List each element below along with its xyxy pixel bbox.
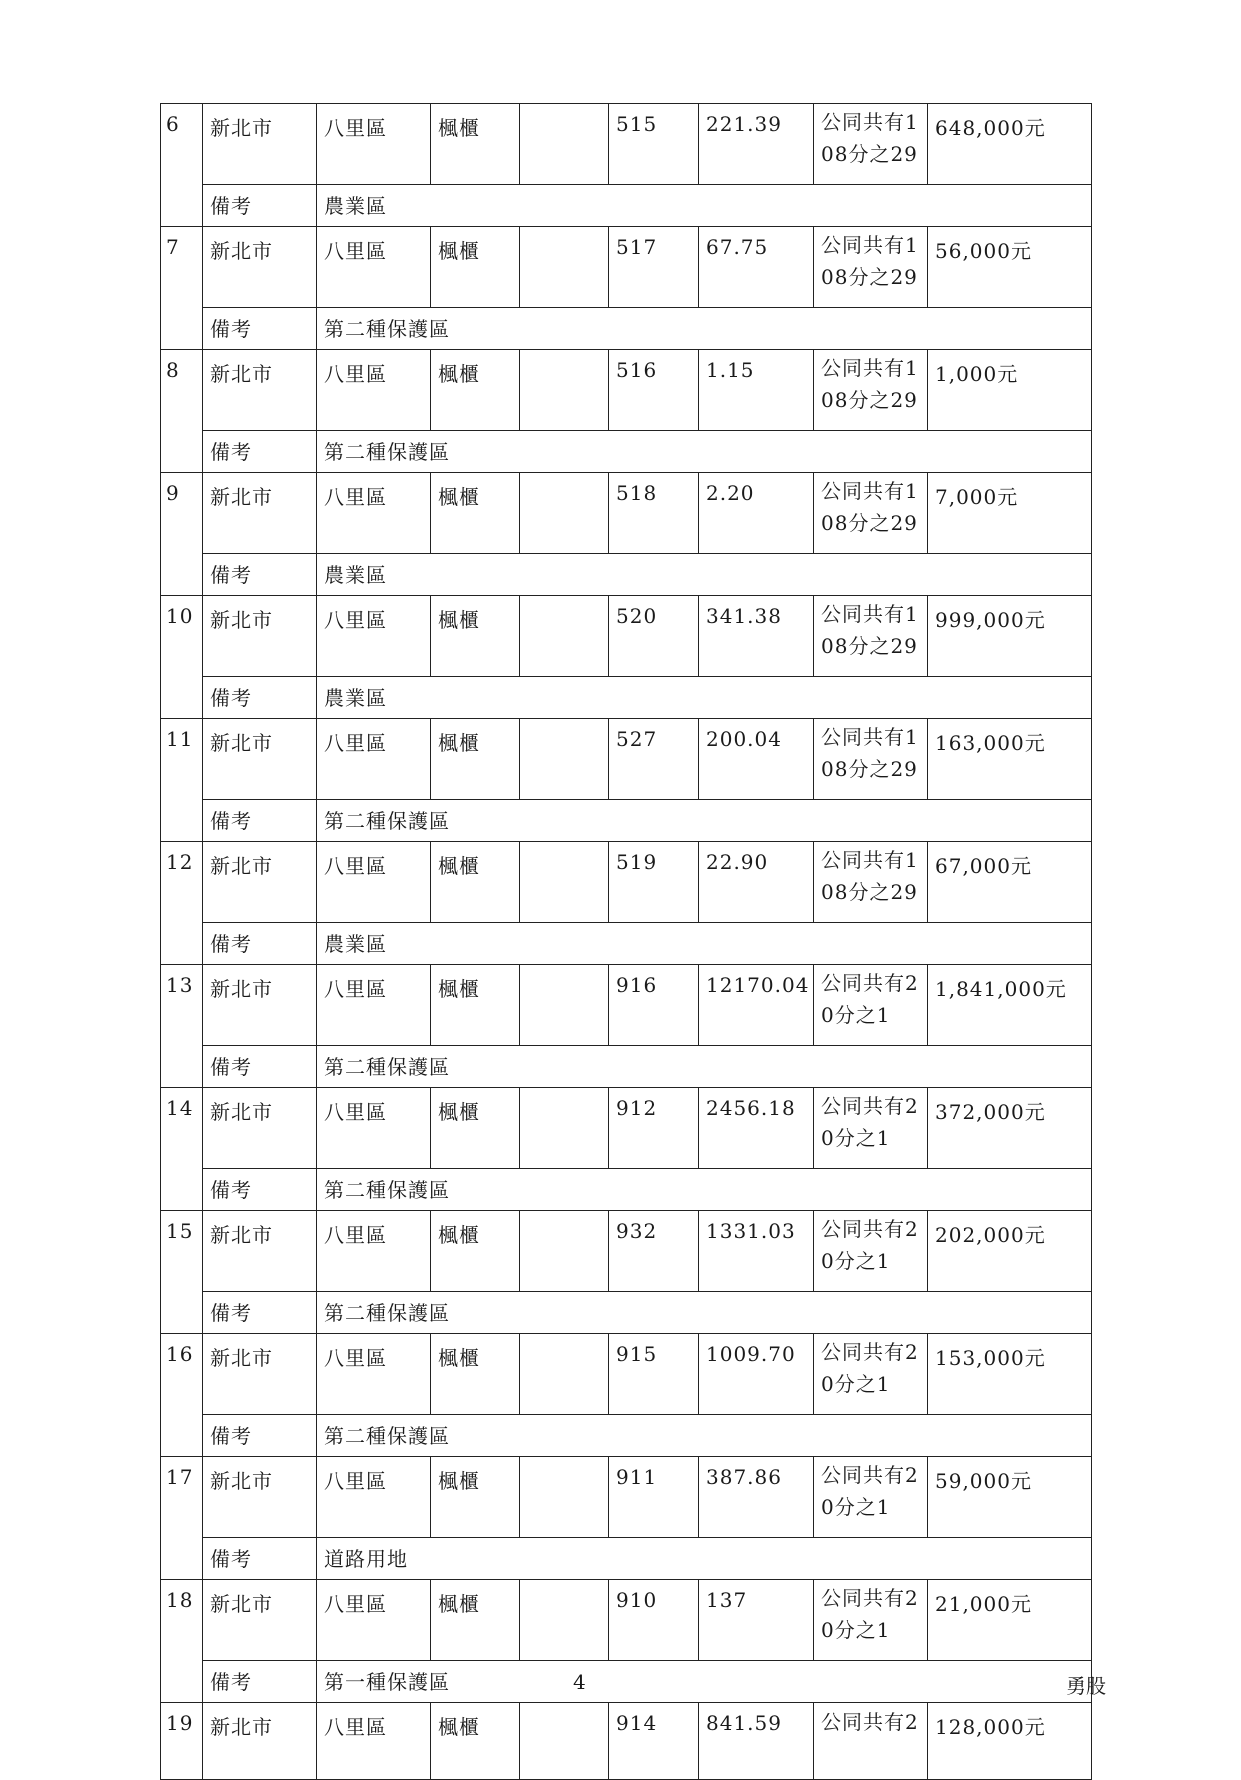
ownership-share-cell [814,719,928,800]
section-cell: 楓櫃 [431,1211,520,1292]
remark-label: 備考 [203,1046,317,1088]
ownership-share-line1: 公同共有2 [821,1217,919,1241]
lot-number-cell: 516 [609,350,699,431]
ownership-share-line2: 0分之1 [821,1003,891,1027]
district-cell: 八里區 [317,350,431,431]
section-cell: 楓櫃 [431,104,520,185]
section-cell: 楓櫃 [431,1703,520,1780]
section-cell: 楓櫃 [431,1088,520,1169]
area-cell: 1331.03 [699,1211,814,1292]
lot-number-cell: 912 [609,1088,699,1169]
remark-label: 備考 [203,185,317,227]
area-cell: 1009.70 [699,1334,814,1415]
ownership-share-line2: 08分之29 [821,880,918,904]
table-row [161,1088,1092,1169]
remark-label: 備考 [203,1169,317,1211]
lot-number-cell: 527 [609,719,699,800]
price-cell: 153,000元 [928,1334,1092,1415]
price-cell: 163,000元 [928,719,1092,800]
section-cell: 楓櫃 [431,842,520,923]
remark-row [161,554,1092,596]
city-cell: 新北市 [203,596,317,677]
ownership-share-line2: 0分之1 [821,1126,891,1150]
remark-value: 第二種保護區 [317,308,1092,350]
area-cell: 67.75 [699,227,814,308]
ownership-share-line2: 08分之29 [821,265,918,289]
row-number: 15 [161,1211,203,1334]
subsection-cell [520,1703,609,1780]
city-cell: 新北市 [203,719,317,800]
city-cell: 新北市 [203,473,317,554]
remark-value: 道路用地 [317,1538,1092,1580]
ownership-share-cell [814,350,928,431]
lot-number-cell: 914 [609,1703,699,1780]
row-number: 9 [161,473,203,596]
ownership-share-line1: 公同共有1 [821,479,919,503]
ownership-share-line2: 08分之29 [821,142,918,166]
ownership-share-line1: 公同共有1 [821,725,919,749]
district-cell: 八里區 [317,1088,431,1169]
row-number: 17 [161,1457,203,1580]
table-row [161,104,1092,185]
lot-number-cell: 932 [609,1211,699,1292]
lot-number-cell: 515 [609,104,699,185]
subsection-cell [520,473,609,554]
remark-row [161,1415,1092,1457]
ownership-share-line2: 0分之1 [821,1372,891,1396]
ownership-share-cell [814,1211,928,1292]
remark-value: 第二種保護區 [317,1292,1092,1334]
ownership-share-cell [814,227,928,308]
ownership-share-line1: 公同共有2 [821,1094,919,1118]
remark-row [161,1046,1092,1088]
ownership-share-line2: 08分之29 [821,634,918,658]
section-cell: 楓櫃 [431,350,520,431]
remark-row [161,1169,1092,1211]
ownership-share-line2: 0分之1 [821,1618,891,1642]
price-cell: 7,000元 [928,473,1092,554]
district-cell: 八里區 [317,104,431,185]
price-cell: 372,000元 [928,1088,1092,1169]
ownership-share-cell [814,1703,928,1780]
ownership-share-cell [814,1457,928,1538]
area-cell: 221.39 [699,104,814,185]
remark-row [161,431,1092,473]
district-cell: 八里區 [317,1457,431,1538]
subsection-cell [520,350,609,431]
ownership-share-line2: 08分之29 [821,388,918,412]
remark-value: 農業區 [317,554,1092,596]
ownership-share-line1: 公同共有1 [821,233,919,257]
city-cell: 新北市 [203,1088,317,1169]
subsection-cell [520,1457,609,1538]
ownership-share-cell [814,1580,928,1661]
lot-number-cell: 518 [609,473,699,554]
district-cell: 八里區 [317,1580,431,1661]
remark-value: 農業區 [317,185,1092,227]
district-cell: 八里區 [317,596,431,677]
row-number: 10 [161,596,203,719]
table-row [161,1457,1092,1538]
area-cell: 341.38 [699,596,814,677]
row-number: 19 [161,1703,203,1780]
table-row [161,1580,1092,1661]
remark-row [161,1292,1092,1334]
lot-number-cell: 910 [609,1580,699,1661]
section-cell: 楓櫃 [431,719,520,800]
remark-label: 備考 [203,1538,317,1580]
district-cell: 八里區 [317,965,431,1046]
remark-value: 第二種保護區 [317,1415,1092,1457]
area-cell: 2.20 [699,473,814,554]
city-cell: 新北市 [203,1334,317,1415]
row-number: 6 [161,104,203,227]
area-cell: 387.86 [699,1457,814,1538]
area-cell: 1.15 [699,350,814,431]
table-row [161,227,1092,308]
ownership-share-line1: 公同共有2 [821,1340,919,1364]
subsection-cell [520,1334,609,1415]
ownership-share-line2: 08分之29 [821,511,918,535]
remark-value: 農業區 [317,923,1092,965]
clerk-division: 勇股 [1066,1674,1106,1698]
lot-number-cell: 915 [609,1334,699,1415]
lot-number-cell: 916 [609,965,699,1046]
row-number: 13 [161,965,203,1088]
section-cell: 楓櫃 [431,965,520,1046]
district-cell: 八里區 [317,1703,431,1780]
ownership-share-cell [814,1088,928,1169]
subsection-cell [520,1580,609,1661]
remark-row [161,800,1092,842]
remark-value: 第二種保護區 [317,431,1092,473]
district-cell: 八里區 [317,719,431,800]
table-row [161,596,1092,677]
city-cell: 新北市 [203,1211,317,1292]
subsection-cell [520,842,609,923]
table-row [161,719,1092,800]
price-cell: 648,000元 [928,104,1092,185]
ownership-share-cell [814,842,928,923]
subsection-cell [520,1088,609,1169]
section-cell: 楓櫃 [431,227,520,308]
remark-value: 第二種保護區 [317,800,1092,842]
table-row [161,965,1092,1046]
table-row [161,350,1092,431]
page-number: 4 [573,1670,586,1694]
area-cell: 22.90 [699,842,814,923]
area-cell: 137 [699,1580,814,1661]
ownership-share-line1: 公同共有1 [821,602,919,626]
subsection-cell [520,965,609,1046]
subsection-cell [520,104,609,185]
ownership-share-cell [814,104,928,185]
section-cell: 楓櫃 [431,473,520,554]
row-number: 14 [161,1088,203,1211]
remark-label: 備考 [203,923,317,965]
remark-label: 備考 [203,1661,317,1703]
section-cell: 楓櫃 [431,1580,520,1661]
area-cell: 841.59 [699,1703,814,1780]
ownership-share-line1: 公同共有2 [821,1710,919,1734]
remark-row [161,308,1092,350]
ownership-share-line2: 0分之1 [821,1249,891,1273]
area-cell: 2456.18 [699,1088,814,1169]
lot-number-cell: 517 [609,227,699,308]
lot-number-cell: 519 [609,842,699,923]
price-cell: 202,000元 [928,1211,1092,1292]
ownership-share-line1: 公同共有1 [821,848,919,872]
ownership-share-line1: 公同共有1 [821,356,919,380]
subsection-cell [520,596,609,677]
remark-row [161,1661,1092,1703]
price-cell: 67,000元 [928,842,1092,923]
row-number: 18 [161,1580,203,1703]
district-cell: 八里區 [317,227,431,308]
table-body [161,104,1092,1703]
remark-row [161,923,1092,965]
price-cell: 21,000元 [928,1580,1092,1661]
ownership-share-cell [814,473,928,554]
remark-label: 備考 [203,1415,317,1457]
lot-number-cell: 520 [609,596,699,677]
district-cell: 八里區 [317,1211,431,1292]
city-cell: 新北市 [203,1457,317,1538]
row-number: 7 [161,227,203,350]
lot-number-cell: 911 [609,1457,699,1538]
subsection-cell [520,227,609,308]
section-cell: 楓櫃 [431,1334,520,1415]
row-number: 11 [161,719,203,842]
ownership-share-line1: 公同共有2 [821,971,919,995]
price-cell: 56,000元 [928,227,1092,308]
remark-label: 備考 [203,1292,317,1334]
city-cell: 新北市 [203,842,317,923]
row-number: 12 [161,842,203,965]
area-cell: 200.04 [699,719,814,800]
remark-label: 備考 [203,308,317,350]
remark-label: 備考 [203,677,317,719]
ownership-share-line2: 0分之1 [821,1495,891,1519]
ownership-share-line1: 公同共有1 [821,110,919,134]
price-cell: 59,000元 [928,1457,1092,1538]
remark-value: 第二種保護區 [317,1046,1092,1088]
remark-row [161,1538,1092,1580]
table-row [161,1703,1092,1780]
area-cell: 12170.04 [699,965,814,1046]
row-number: 16 [161,1334,203,1457]
price-cell: 999,000元 [928,596,1092,677]
land-listing-table [160,103,1092,1780]
remark-label: 備考 [203,431,317,473]
table-row [161,1334,1092,1415]
table-row [161,473,1092,554]
section-cell: 楓櫃 [431,1457,520,1538]
city-cell: 新北市 [203,1703,317,1780]
ownership-share-line1: 公同共有2 [821,1463,919,1487]
remark-label: 備考 [203,800,317,842]
district-cell: 八里區 [317,473,431,554]
district-cell: 八里區 [317,842,431,923]
remark-value: 農業區 [317,677,1092,719]
subsection-cell [520,719,609,800]
ownership-share-cell [814,596,928,677]
row-number: 8 [161,350,203,473]
city-cell: 新北市 [203,965,317,1046]
ownership-share-cell [814,965,928,1046]
table-row [161,842,1092,923]
remark-value: 第二種保護區 [317,1169,1092,1211]
table-row [161,1211,1092,1292]
price-cell: 1,841,000元 [928,965,1092,1046]
price-cell: 1,000元 [928,350,1092,431]
city-cell: 新北市 [203,350,317,431]
city-cell: 新北市 [203,104,317,185]
city-cell: 新北市 [203,1580,317,1661]
remark-row [161,677,1092,719]
subsection-cell [520,1211,609,1292]
section-cell: 楓櫃 [431,596,520,677]
ownership-share-line1: 公同共有2 [821,1586,919,1610]
ownership-share-line2: 08分之29 [821,757,918,781]
remark-row [161,185,1092,227]
district-cell: 八里區 [317,1334,431,1415]
price-cell: 128,000元 [928,1703,1092,1780]
remark-label: 備考 [203,554,317,596]
remark-value: 第一種保護區 [317,1661,1092,1703]
ownership-share-cell [814,1334,928,1415]
city-cell: 新北市 [203,227,317,308]
